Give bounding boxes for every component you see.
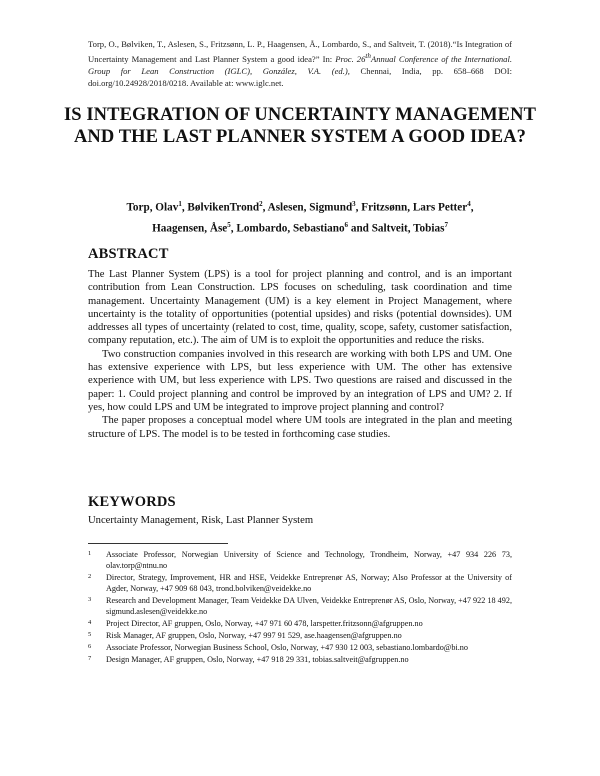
author-list: Torp, Olav$^1$, BølvikenTrond$^2$, Aslesen, Sigmund$^3$, Fritzsønn, Lars Petter$^4$, Haagensen, Åse$^5$, Lombardo, Sebastiano$^6$ and Saltveit, Tobias$^7$	[126, 200, 474, 235]
author-affiliation-mark: 2	[259, 200, 263, 208]
keywords-heading: KEYWORDS	[88, 494, 176, 510]
footnote: 3 Research and Development Manager, Team Veidekke DA Ulven, Veidekke Entreprenør AS, Oslo, Norway, +47 922 18 492, sigmund.aslesen@veidekke.no	[88, 596, 512, 616]
abstract-paragraph: The paper proposes a conceptual model where UM tools are integrated in the plan and meeting structure of LPS. The model is to be tested in forthcoming case studies.	[88, 415, 512, 440]
footnotes	[88, 549, 512, 666]
citation-text: Torp, O., Bølviken, T., Aslesen, S., Fritzsønn, L. P., Haagensen, Å., Lombardo, S., and Saltveit, T. (2018).“Is Integration of Uncertainty Management and Last Planner System a good idea?” In:	[88, 39, 512, 64]
author-affiliation-mark: 6	[344, 220, 349, 229]
footnote: 2 Director, Strategy, Improvement, HR and HSE, Veidekke Entreprenør AS, Norway; Also Professor at the University of Agder, Norway, +47 909 68 043, trond.bolviken@veidekke.no	[88, 573, 512, 593]
author-affiliation-mark: 5	[227, 220, 231, 229]
author-name: Aslesen, Sigmund	[267, 201, 353, 214]
keywords-text: Uncertainty Management, Risk, Last Planner System	[88, 515, 314, 526]
author-affiliation-mark: 4	[467, 200, 471, 208]
footnote: 1 Associate Professor, Norwegian University of Science and Technology, Trondheim, Norway, +47 934 226 73, olav.torp@ntnu.no	[88, 550, 512, 570]
citation-header	[88, 38, 512, 89]
author-name: Fritzsønn, Lars Petter	[361, 201, 468, 214]
footnote: 6 Associate Professor, Norwegian Business School, Oslo, Norway, +47 930 12 003, sebastiano.lombardo@bi.no	[88, 643, 468, 652]
author-affiliation-mark: 3	[352, 200, 356, 208]
author-name: Haagensen, Åse	[152, 222, 228, 235]
author-affiliation-mark: 1	[178, 200, 182, 208]
abstract-body	[88, 268, 512, 441]
author-name: Saltveit, Tobias	[371, 222, 445, 235]
author-affiliation-mark: 7	[444, 220, 448, 229]
abstract-paragraph: The Last Planner System (LPS) is a tool for project planning and control, and is an important contribution from Lean Construction. LPS focuses on scheduling, task coordination and time management. Uncertainty Management (UM) is a key element in Project Management, where uncertainty is the totality of opportunities (potential upsides) and risks (potential downsides). UM addresses all types of uncertainty (related to cost, time, quality, scope, safety, customer satisfaction, company reputation, etc.). The aim of UM is to exploit the opportunities and reduce the risks.	[88, 269, 512, 347]
footnote: 4 Project Director, AF gruppen, Oslo, Norway, +47 971 60 478, larspetter.fritzsonn@afgruppen.no	[88, 619, 423, 628]
author-name: BølvikenTrond	[187, 201, 260, 214]
citation-proc: Proc. 26thAnnual Conference of the International. Group for Lean Construction (IGLC), González, V.A. (ed.),	[88, 52, 512, 76]
abstract-heading: ABSTRACT	[88, 246, 169, 262]
paper-title: IS INTEGRATION OF UNCERTAINTY MANAGEMENT AND THE LAST PLANNER SYSTEM A GOOD IDEA?	[63, 105, 537, 147]
footnote: 7 Design Manager, AF gruppen, Oslo, Norway, +47 918 29 331, tobias.saltveit@afgruppen.no	[88, 655, 409, 664]
author-name: Lombardo, Sebastiano	[236, 222, 345, 235]
citation-location: Chennai, India, pp. 658–668 DOI: doi.org/10.24928/2018/0218. Available at: www.iglc.net.	[88, 65, 512, 88]
author-name: Torp, Olav	[126, 201, 179, 214]
footnote-divider	[88, 543, 228, 544]
abstract-paragraph: Two construction companies involved in this research are working with both LPS and UM. One has extensive experience with LPS, but less experience with UM. The other has extensive experience with UM, but less experience with LPS. Two questions are raised and discussed in the paper: 1. Could project planning and control be improved by an integration of LPS and UM? 2. If yes, how could LPS and UM be integrated to improve project planning and control?	[88, 348, 512, 413]
footnote: 5 Risk Manager, AF gruppen, Oslo, Norway, +47 997 91 529, ase.haagensen@afgruppen.no	[88, 631, 402, 640]
